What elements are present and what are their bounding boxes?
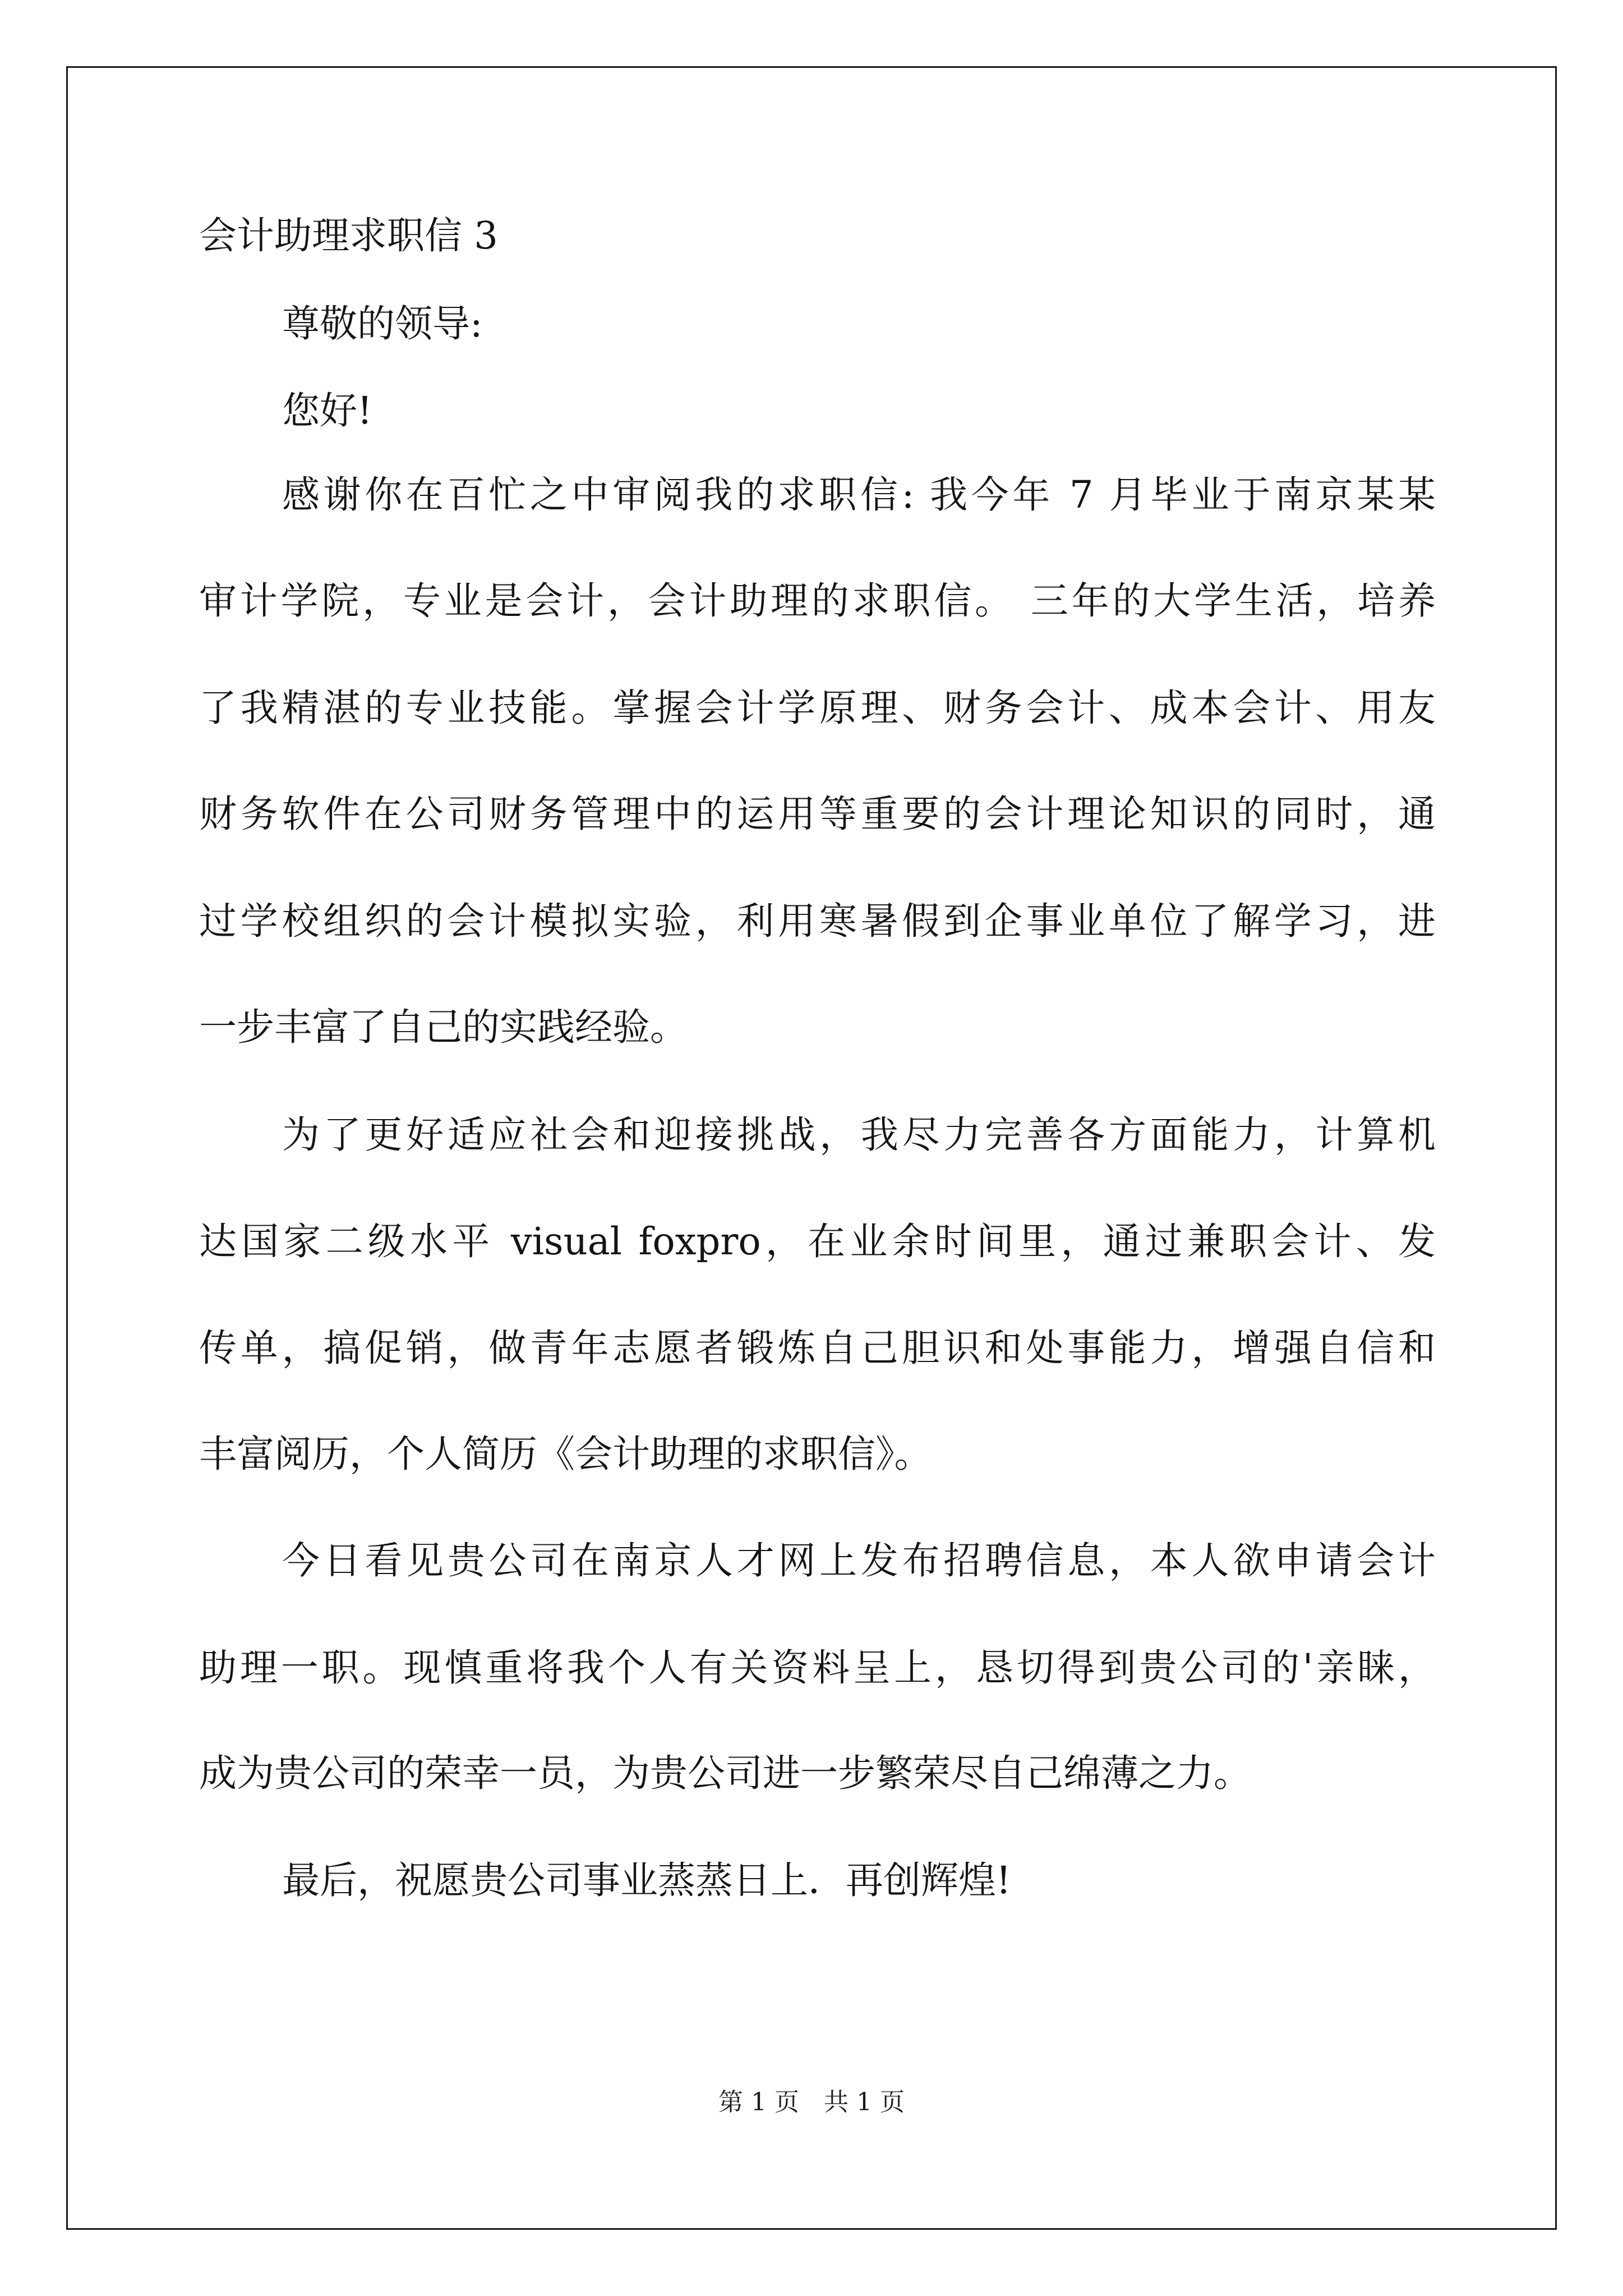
paragraph-line: 今日看见贵公司在南京人才网上发布招聘信息，本人欲申请会计 [282, 1539, 1436, 1582]
paragraph-line: 一步丰富了自己的实践经验。 [199, 1005, 688, 1049]
page-number-footer: 第 1 页 共 1 页 [718, 2088, 905, 2116]
paragraph-line: 达国家二级水平 visual foxpro，在业余时间里，通过兼职会计、发 [199, 1220, 1436, 1263]
closing-line: 最后，祝愿贵公司事业蒸蒸日上．再创辉煌! [282, 1858, 1011, 1902]
paragraph-line: 审计学院，专业是会计，会计助理的求职信。 三年的大学生活，培养 [199, 579, 1436, 623]
document-title: 会计助理求职信 3 [199, 214, 498, 257]
paragraph-line: 传单，搞促销，做青年志愿者锻炼自己胆识和处事能力，增强自信和 [199, 1326, 1436, 1370]
greeting: 您好! [282, 389, 372, 432]
paragraph-line: 为了更好适应社会和迎接挑战，我尽力完善各方面能力，计算机 [282, 1113, 1436, 1157]
paragraph-line: 过学校组织的会计模拟实验，利用寒暑假到企事业单位了解学习，进 [199, 899, 1436, 943]
paragraph-line: 财务软件在公司财务管理中的运用等重要的会计理论知识的同时，通 [199, 792, 1436, 836]
paragraph-line: 助理一职。现慎重将我个人有关资料呈上，恳切得到贵公司的'亲睐， [199, 1646, 1436, 1690]
paragraph-line: 了我精湛的专业技能。掌握会计学原理、财务会计、成本会计、用友 [199, 686, 1436, 730]
paragraph-line: 丰富阅历，个人简历《会计助理的求职信》。 [199, 1432, 932, 1476]
paragraph-line: 感谢你在百忙之中审阅我的求职信: 我今年 7 月毕业于南京某某 [282, 473, 1436, 517]
paragraph-line: 成为贵公司的荣幸一员，为贵公司进一步繁荣尽自己绵薄之力。 [199, 1751, 1251, 1795]
salutation: 尊敬的领导: [282, 302, 483, 346]
